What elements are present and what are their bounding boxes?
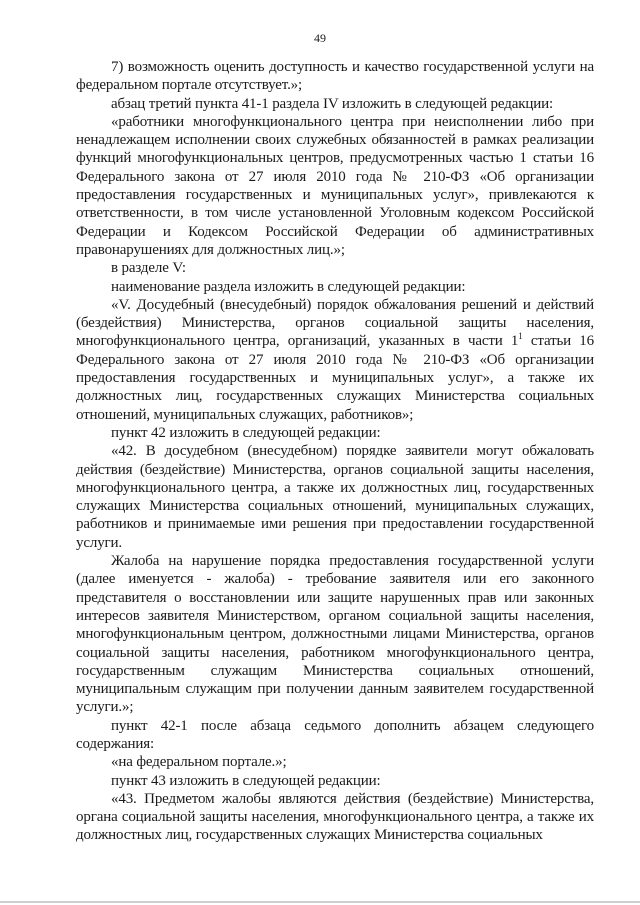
paragraph-item-7: 7) возможность оценить доступность и качество государственной услуги на федеральном портале отсутствует.»; — [76, 59, 594, 94]
paragraph-point-42-1: пункт 42-1 после абзаца седьмого дополнить абзацем следующего содержания: — [76, 717, 594, 752]
paragraph-point-42-intro: пункт 42 изложить в следующей редакции: — [111, 424, 381, 441]
paragraph-point-43-intro: пункт 43 изложить в следующей редакции: — [111, 772, 381, 789]
paragraph-point-42: «42. В досудебном (внесудебном) порядке заявители могут обжаловать действия (бездействие) Министерства, органов социальной защиты населения, многофункционального центра, а также их должностных лиц, государственных служащих Министерства социальных отношений, муниципальных служащих, работников и принимаемые ими решения при предоставлении государственной услуги. — [76, 443, 594, 551]
paragraph-amendment-41-1: абзац третий пункта 41-1 раздела IV изложить в следующей редакции: — [111, 95, 553, 112]
paragraph-complaint-definition: Жалоба на нарушение порядка предоставления государственной услуги (далее именуется - жалоба) - требование заявителя или его законного представителя о восстановлении или защите нарушенных прав или законных интересов заявителя Министерством, органом социальной защиты населения, многофункциональным центром, должностными лицами Министерства, органов социальной защиты населения, работником многофункционального центра, государственным служащим Министерства социальных отношений, муниципальным служащим при получении данным заявителем государственной услуги.»; — [76, 553, 594, 716]
page-text — [76, 58, 594, 845]
section-title-part-2: статьи 16 Федерального закона от 27 июля 2010 года № 210-ФЗ «Об организации предоставления государственных и муниципальных услуг», а также их должностных лиц, государственных служащих Министерства социальных отношений, муниципальных служащих, работников»; — [76, 333, 594, 423]
paragraph-section-title-intro: наименование раздела изложить в следующей редакции: — [111, 278, 466, 295]
paragraph-quote-41-1: «работники многофункционального центра при неисполнении либо при ненадлежащем исполнении своих служебных обязанностей в рамках реализации функций многофункциональных центров, предусмотренных частью 1 статьи 16 Федерального закона от 27 июля 2010 года № 210-ФЗ «Об организации предоставления государственных и муниципальных услуг», привлекаются к ответственности, в том числе установленной Уголовным кодексом Российской Федерации и Кодексом Российской Федерации об административных правонарушениях для должностных лиц.»; — [76, 113, 594, 258]
paragraph-federal-portal: «на федеральном портале.»; — [111, 754, 287, 771]
paragraph-point-43: «43. Предметом жалобы являются действия (бездействие) Министерства, органа социальной защиты населения, многофункционального центра, а также их должностных лиц, государственных служащих Министерства социальных — [76, 790, 594, 844]
superscript-1: 1 — [518, 331, 523, 342]
section-title-part-1: «V. Досудебный (внесудебный) порядок обжалования решений и действий (бездействия) Министерства, органов социальной защиты населения, многофункционального центра, организаций, указанных в части 1 — [76, 296, 594, 350]
page-number: 49 — [314, 31, 326, 45]
paragraph-section-v: в разделе V: — [111, 260, 186, 277]
bottom-divider — [0, 901, 640, 903]
paragraph-section-title — [76, 296, 594, 424]
